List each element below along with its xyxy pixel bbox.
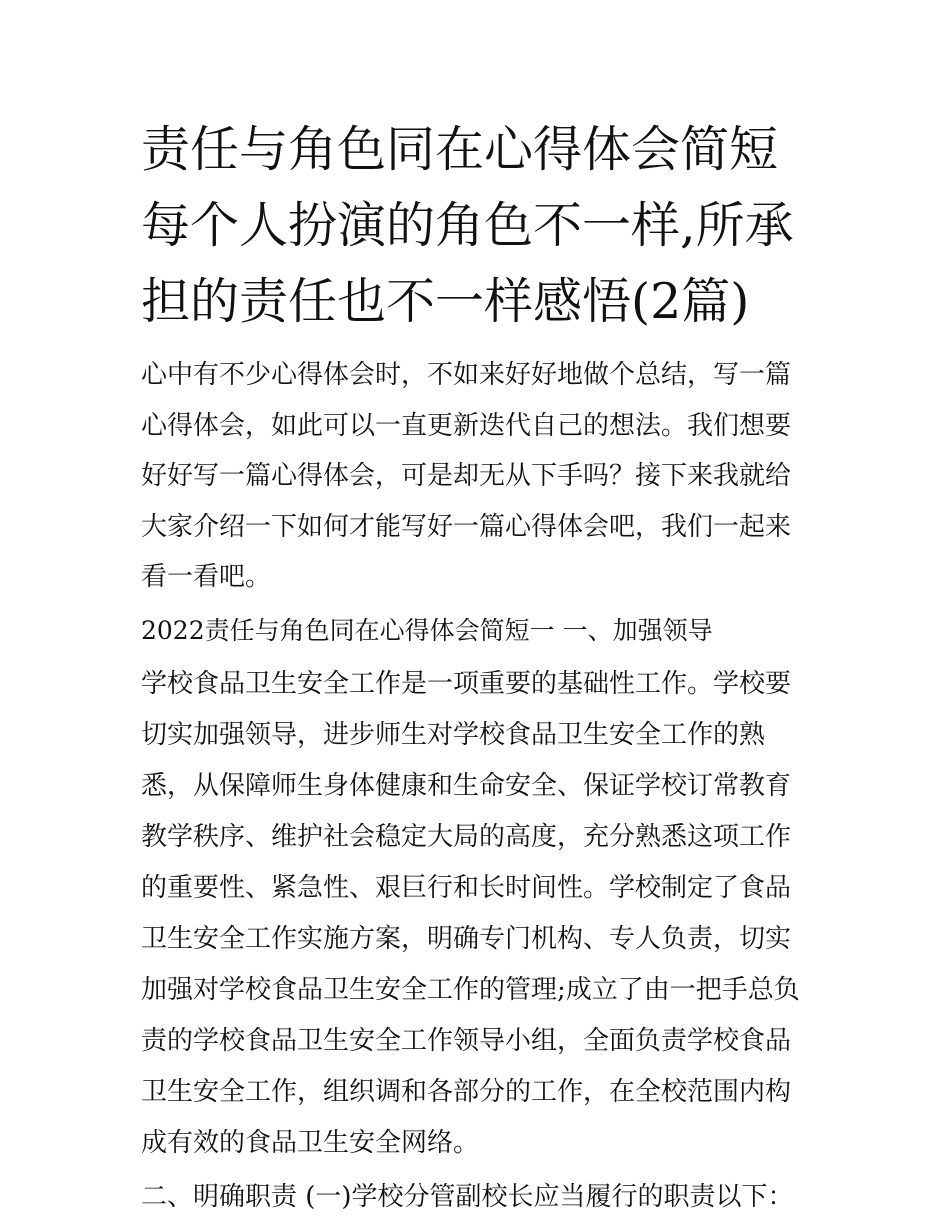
document-title: 责任与角色同在心得体会简短每个人扮演的角色不一样,所承担的责任也不一样感悟(2篇) [141,121,794,330]
document-page [141,112,811,1222]
section-heading: 2022责任与角色同在心得体会简短一 一、加强领导 [141,615,713,645]
duty-heading: 二、明确职责 (一)学校分管副校长应当履行的职责以下： [141,1181,794,1212]
intro-paragraph: 心中有不少心得体会时，不如来好好地做个总结，写一篇心得体会，如此可以一直更新迭代自己的想法。我们想要好好写一篇心得体会，可是却无从下手吗？接下来我就给大家介绍一下如何才能写好一篇心得体会吧，我们一起来看一看吧。 [141,360,792,592]
section-body-paragraph: 学校食品卫生安全工作是一项重要的基础性工作。学校要切实加强领导，进步师生对学校食品卫生安全工作的熟悉，从保障师生身体健康和生命安全、保证学校订常教育教学秩序、维护社会稳定大局的高度，充分熟悉这项工作的重要性、紧急性、艰巨行和长时间性。学校制定了食品卫生安全工作实施方案，明确专门机构、专人负责，切实加强对学校食品卫生安全工作的管理;成立了由一把手总负责的学校食品卫生安全工作领导小组，全面负责学校食品卫生安全工作，组织调和各部分的工作，在全校范围内构成有效的食品卫生安全网络。 [141,668,800,1158]
